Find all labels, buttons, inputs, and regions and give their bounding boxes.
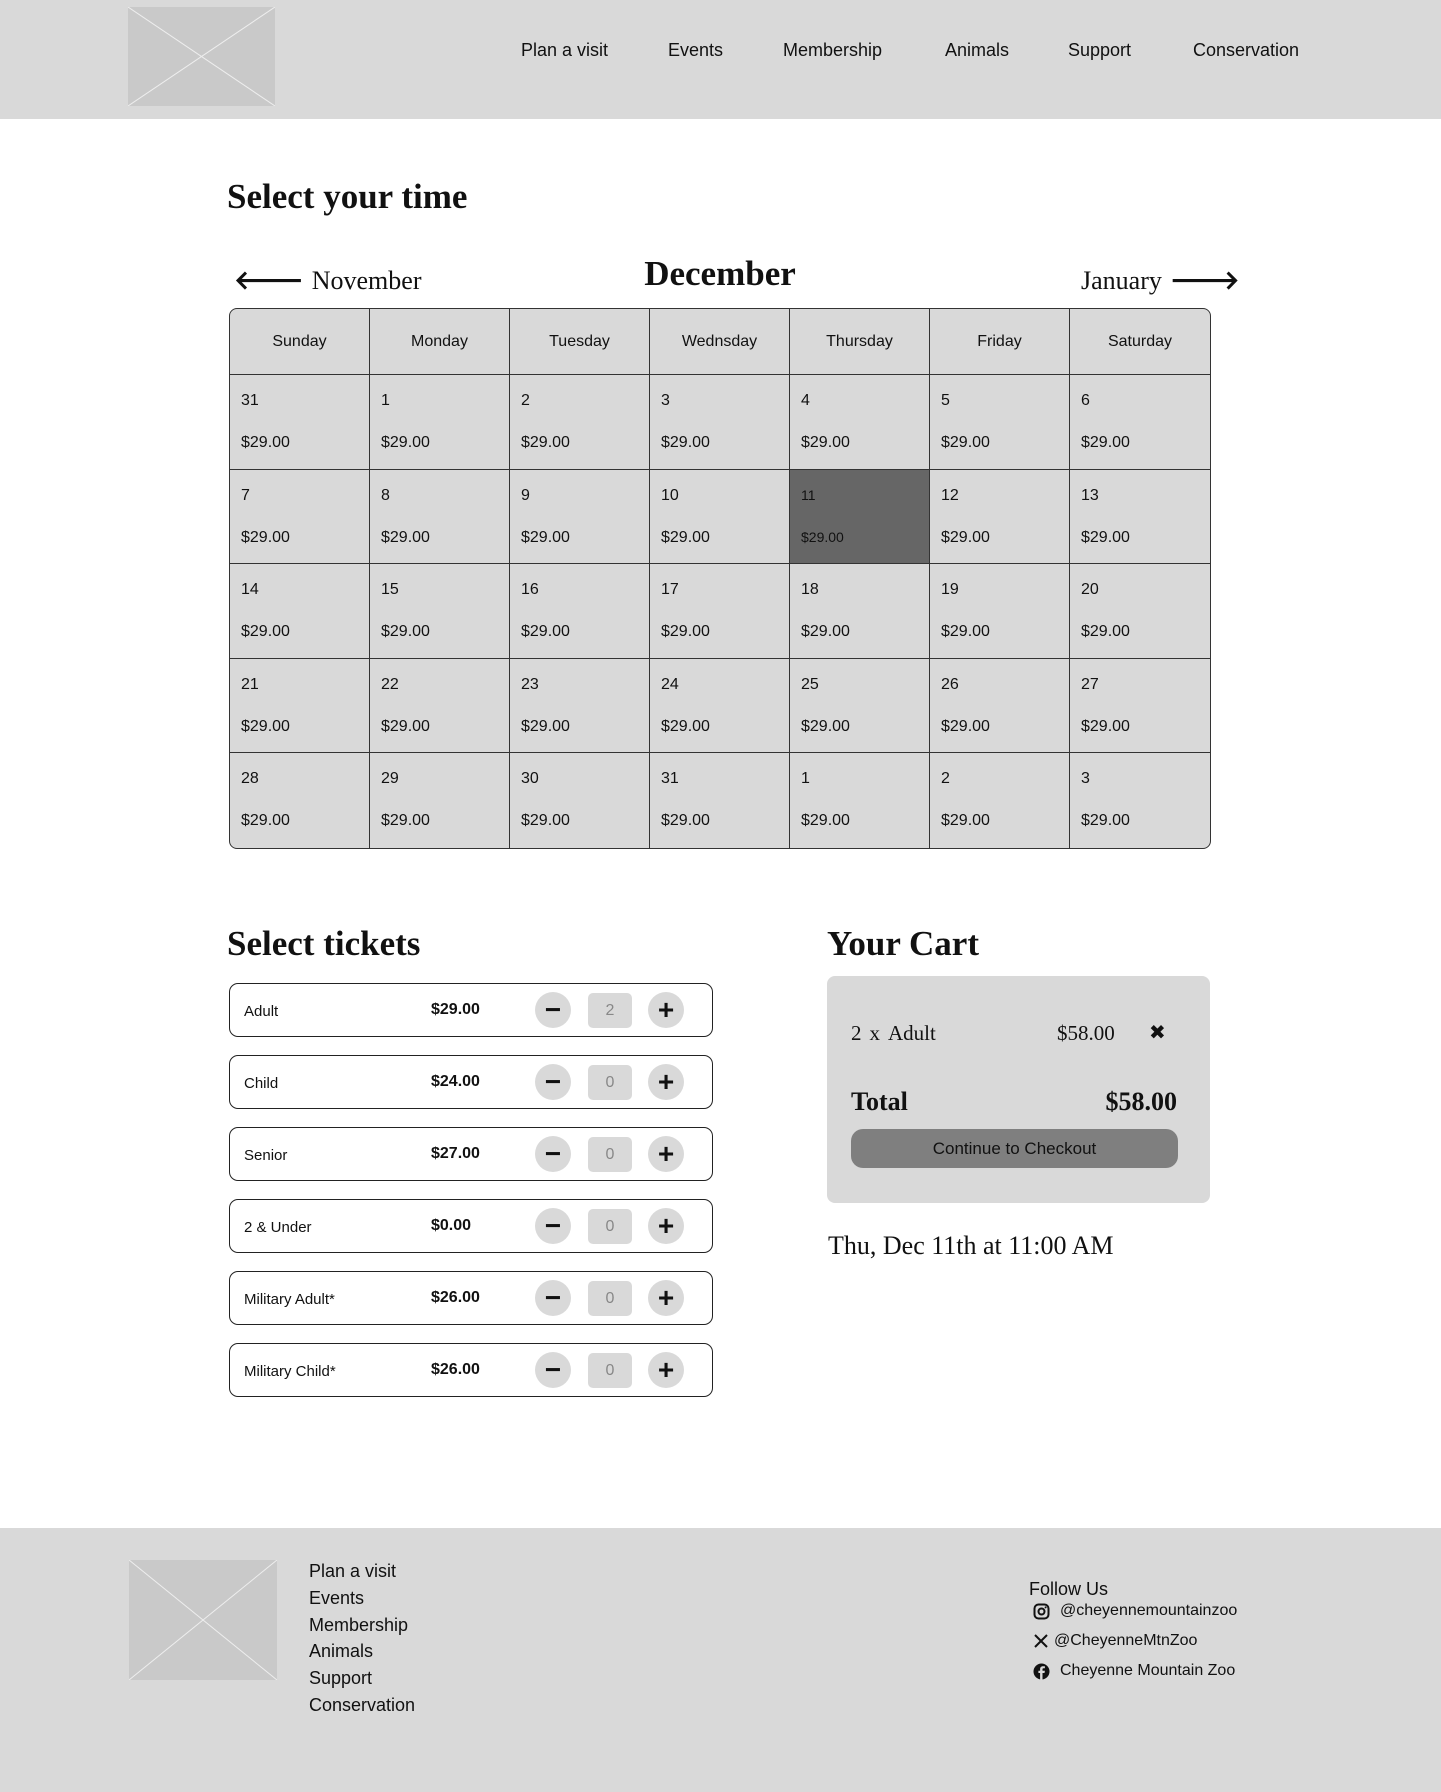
- calendar-day[interactable]: [370, 470, 510, 565]
- day-price: $29.00: [661, 528, 710, 546]
- day-price: $29.00: [521, 528, 570, 546]
- calendar-day[interactable]: [650, 375, 790, 470]
- nav-plan-a-visit[interactable]: Plan a visit: [521, 40, 609, 60]
- day-price: $29.00: [661, 812, 710, 830]
- day-number: 24: [661, 675, 679, 693]
- day-number: 6: [1081, 392, 1090, 409]
- select-time-heading: Select your time: [227, 177, 468, 216]
- calendar-day[interactable]: [790, 564, 930, 659]
- quantity-field[interactable]: 0: [588, 1137, 632, 1172]
- arrow-right-icon: 🡒: [1169, 266, 1240, 295]
- increase-button[interactable]: [648, 1064, 684, 1100]
- day-price: $29.00: [801, 717, 850, 735]
- day-price: $29.00: [381, 528, 430, 546]
- calendar-day[interactable]: [510, 375, 650, 470]
- total-amount: $58.00: [1105, 1087, 1177, 1116]
- day-number: 14: [241, 581, 259, 599]
- day-number: 22: [381, 675, 399, 693]
- day-price: $29.00: [1081, 623, 1130, 641]
- day-number: 2: [521, 392, 530, 409]
- day-price: $29.00: [941, 717, 990, 735]
- social-instagram[interactable]: [1033, 1602, 1237, 1620]
- footer-link-support[interactable]: Support: [309, 1668, 373, 1688]
- ticket-label: Military Adult*: [244, 1291, 335, 1308]
- cart-line-x: x: [869, 1021, 880, 1045]
- cart-line-amount: $58.00: [1057, 1021, 1115, 1045]
- day-price: $29.00: [241, 434, 290, 451]
- ticket-row: [229, 1343, 713, 1397]
- instagram-icon: [1033, 1603, 1050, 1620]
- ticket-row: [229, 1271, 713, 1325]
- next-month-label: January: [1081, 265, 1162, 295]
- day-number: 3: [661, 392, 670, 409]
- calendar-day[interactable]: [1070, 564, 1210, 659]
- minus-icon: −: [544, 1066, 562, 1097]
- ticket-row: [229, 1055, 713, 1109]
- day-price: $29.00: [941, 528, 990, 546]
- day-price: $29.00: [521, 623, 570, 641]
- day-number: 23: [521, 675, 539, 693]
- weekday-header: Tuesday: [510, 309, 650, 375]
- calendar-day[interactable]: [1070, 375, 1210, 470]
- weekday-header: Friday: [930, 309, 1070, 375]
- calendar-day[interactable]: [930, 564, 1070, 659]
- nav-animals[interactable]: Animals: [945, 40, 1010, 60]
- decrease-button[interactable]: [535, 1136, 571, 1172]
- minus-icon: −: [544, 1282, 562, 1313]
- calendar-day[interactable]: [930, 659, 1070, 754]
- decrease-button[interactable]: [535, 1064, 571, 1100]
- day-price: $29.00: [941, 812, 990, 830]
- total-label: Total: [851, 1087, 908, 1116]
- weekday-header: Wednsday: [650, 309, 790, 375]
- plus-icon: +: [657, 1282, 675, 1313]
- day-number: 30: [521, 770, 539, 788]
- day-price: $29.00: [1081, 528, 1130, 546]
- x-handle: @CheyenneMtnZoo: [1054, 1632, 1198, 1649]
- nav-membership[interactable]: Membership: [783, 40, 883, 60]
- calendar-day[interactable]: [230, 470, 370, 565]
- day-number: 8: [381, 486, 390, 504]
- prev-month-button[interactable]: [234, 265, 421, 296]
- selected-date-time: Thu, Dec 11th at 11:00 AM: [828, 1231, 1114, 1260]
- calendar-day[interactable]: [1070, 753, 1210, 848]
- calendar-day[interactable]: [510, 470, 650, 565]
- current-month: December: [644, 254, 796, 293]
- decrease-button[interactable]: [535, 992, 571, 1028]
- decrease-button[interactable]: [535, 1352, 571, 1388]
- calendar-day[interactable]: [1070, 659, 1210, 754]
- ticket-label: Adult: [244, 1003, 279, 1020]
- increase-button[interactable]: [648, 1208, 684, 1244]
- increase-button[interactable]: [648, 1280, 684, 1316]
- day-number: 1: [381, 392, 390, 409]
- weekday-header: Saturday: [1070, 309, 1210, 375]
- weekday-header: Thursday: [790, 309, 930, 375]
- day-price: $29.00: [941, 623, 990, 641]
- calendar-day-selected[interactable]: [790, 470, 930, 565]
- day-price: $29.00: [941, 434, 990, 451]
- day-number: 18: [801, 581, 819, 599]
- calendar-day[interactable]: [650, 470, 790, 565]
- cart-line-item-name: Adult: [888, 1021, 936, 1045]
- social-facebook[interactable]: [1033, 1662, 1235, 1680]
- ticket-row: [229, 1199, 713, 1253]
- day-number: 31: [241, 392, 259, 409]
- quantity-field[interactable]: 0: [588, 1065, 632, 1100]
- calendar-day[interactable]: [650, 659, 790, 754]
- cart-line-qty: 2: [851, 1021, 862, 1045]
- day-number: 31: [661, 770, 679, 788]
- quantity-field[interactable]: 0: [588, 1353, 632, 1388]
- ticket-price: $26.00: [431, 1289, 480, 1306]
- calendar-day[interactable]: [370, 753, 510, 848]
- increase-button[interactable]: [648, 992, 684, 1028]
- day-price: $29.00: [381, 434, 430, 451]
- checkout-button[interactable]: Continue to Checkout: [851, 1129, 1178, 1168]
- day-number: 19: [941, 581, 959, 599]
- day-price: $29.00: [521, 434, 570, 451]
- cart-panel: [827, 976, 1210, 1203]
- plus-icon: +: [657, 1354, 675, 1385]
- day-price: $29.00: [801, 812, 850, 830]
- day-price: $29.00: [1081, 434, 1130, 451]
- day-number: 9: [521, 486, 530, 504]
- calendar-day[interactable]: [930, 753, 1070, 848]
- footer-link-conservation[interactable]: Conservation: [309, 1695, 416, 1715]
- calendar-day[interactable]: [230, 564, 370, 659]
- footer-link-events[interactable]: Events: [309, 1588, 365, 1608]
- day-price: $29.00: [241, 812, 290, 830]
- ticket-row: [229, 983, 713, 1037]
- calendar-day[interactable]: [230, 753, 370, 848]
- instagram-handle: @cheyennemountainzoo: [1060, 1602, 1238, 1619]
- calendar-day[interactable]: [650, 753, 790, 848]
- ticket-label: Senior: [244, 1147, 288, 1164]
- day-number: 4: [801, 392, 810, 409]
- calendar-day[interactable]: [230, 375, 370, 470]
- ticket-label: Child: [244, 1075, 279, 1092]
- day-price: $29.00: [381, 717, 430, 735]
- day-number: 1: [801, 770, 810, 788]
- day-price: $29.00: [241, 623, 290, 641]
- calendar-day[interactable]: [370, 659, 510, 754]
- day-number: 20: [1081, 581, 1099, 599]
- plus-icon: +: [657, 1138, 675, 1169]
- calendar-day[interactable]: [1070, 470, 1210, 565]
- day-number: 12: [941, 486, 959, 504]
- day-price: $29.00: [241, 528, 290, 546]
- footer-link-plan-a-visit[interactable]: Plan a visit: [309, 1561, 397, 1581]
- increase-button[interactable]: [648, 1136, 684, 1172]
- day-number: 16: [521, 581, 539, 599]
- nav-events[interactable]: Events: [668, 40, 724, 60]
- nav-conservation[interactable]: Conservation: [1193, 40, 1300, 60]
- x-icon: [1033, 1633, 1049, 1649]
- calendar-day[interactable]: [790, 753, 930, 848]
- quantity-field[interactable]: 0: [588, 1281, 632, 1316]
- next-month-button[interactable]: [1081, 265, 1240, 296]
- plus-icon: +: [657, 1210, 675, 1241]
- site-header: [0, 0, 1441, 119]
- ticket-price: $26.00: [431, 1361, 480, 1378]
- quantity-field[interactable]: 0: [588, 1209, 632, 1244]
- calendar-day[interactable]: [510, 753, 650, 848]
- day-number: 3: [1081, 770, 1090, 788]
- logo-placeholder[interactable]: [128, 7, 275, 106]
- cart-line-item: [851, 1021, 936, 1046]
- follow-us-label: Follow Us: [1029, 1579, 1109, 1599]
- calendar-day[interactable]: [650, 564, 790, 659]
- day-number: 17: [661, 581, 679, 599]
- day-price: $29.00: [1081, 717, 1130, 735]
- calendar-day[interactable]: [510, 564, 650, 659]
- day-number: 10: [661, 486, 679, 504]
- day-price: $29.00: [661, 434, 710, 451]
- decrease-button[interactable]: [535, 1280, 571, 1316]
- day-price: $29.00: [801, 528, 844, 545]
- calendar-day[interactable]: [370, 375, 510, 470]
- minus-icon: −: [544, 1138, 562, 1169]
- ticket-price: $29.00: [431, 1001, 480, 1018]
- calendar-day[interactable]: [510, 659, 650, 754]
- site-footer: [0, 1528, 1441, 1792]
- ticket-row: [229, 1127, 713, 1181]
- ticket-price: $24.00: [431, 1073, 480, 1090]
- plus-icon: +: [657, 994, 675, 1025]
- calendar-day[interactable]: [790, 375, 930, 470]
- day-number: 26: [941, 675, 959, 693]
- day-price: $29.00: [661, 623, 710, 641]
- ticket-label: Military Child*: [244, 1363, 336, 1380]
- social-x[interactable]: [1033, 1632, 1197, 1650]
- day-number: 27: [1081, 675, 1099, 693]
- ticket-label: 2 & Under: [244, 1219, 312, 1236]
- remove-item-icon[interactable]: ✖: [1149, 1022, 1166, 1044]
- day-number: 28: [241, 770, 259, 788]
- increase-button[interactable]: [648, 1352, 684, 1388]
- footer-link-membership[interactable]: Membership: [309, 1615, 409, 1635]
- calendar-day[interactable]: [930, 375, 1070, 470]
- weekday-header: Monday: [370, 309, 510, 375]
- ticket-price: $0.00: [431, 1217, 472, 1234]
- day-price: $29.00: [661, 717, 710, 735]
- footer-logo-placeholder: [129, 1560, 277, 1680]
- plus-icon: +: [657, 1066, 675, 1097]
- prev-month-label: November: [311, 265, 422, 295]
- day-number: 21: [241, 675, 259, 693]
- day-price: $29.00: [241, 717, 290, 735]
- decrease-button[interactable]: [535, 1208, 571, 1244]
- calendar-day[interactable]: [230, 659, 370, 754]
- calendar-day[interactable]: [790, 659, 930, 754]
- day-number: 15: [381, 581, 399, 599]
- facebook-handle: Cheyenne Mountain Zoo: [1060, 1662, 1236, 1679]
- calendar-day[interactable]: [930, 470, 1070, 565]
- day-number: 5: [941, 392, 950, 409]
- calendar-grid: [229, 308, 1211, 849]
- day-price: $29.00: [801, 623, 850, 641]
- minus-icon: −: [544, 994, 562, 1025]
- select-tickets-heading: Select tickets: [227, 924, 421, 963]
- day-number: 2: [941, 770, 950, 788]
- arrow-left-icon: 🡐: [234, 266, 304, 295]
- cart-heading: Your Cart: [827, 924, 979, 963]
- minus-icon: −: [544, 1354, 562, 1385]
- day-price: $29.00: [1081, 812, 1130, 830]
- day-price: $29.00: [521, 812, 570, 830]
- day-number: 11: [801, 486, 816, 503]
- footer-link-animals[interactable]: Animals: [309, 1641, 374, 1661]
- day-price: $29.00: [381, 812, 430, 830]
- calendar-day[interactable]: [370, 564, 510, 659]
- weekday-header: Sunday: [230, 309, 370, 375]
- day-number: 7: [241, 486, 250, 504]
- day-number: 25: [801, 675, 819, 693]
- day-price: $29.00: [381, 623, 430, 641]
- ticket-price: $27.00: [431, 1145, 480, 1162]
- day-number: 13: [1081, 486, 1099, 504]
- day-price: $29.00: [801, 434, 850, 451]
- minus-icon: −: [544, 1210, 562, 1241]
- day-price: $29.00: [521, 717, 570, 735]
- nav-support[interactable]: Support: [1068, 40, 1132, 60]
- quantity-field[interactable]: 2: [588, 993, 632, 1028]
- day-number: 29: [381, 770, 399, 788]
- facebook-icon: [1033, 1663, 1050, 1680]
